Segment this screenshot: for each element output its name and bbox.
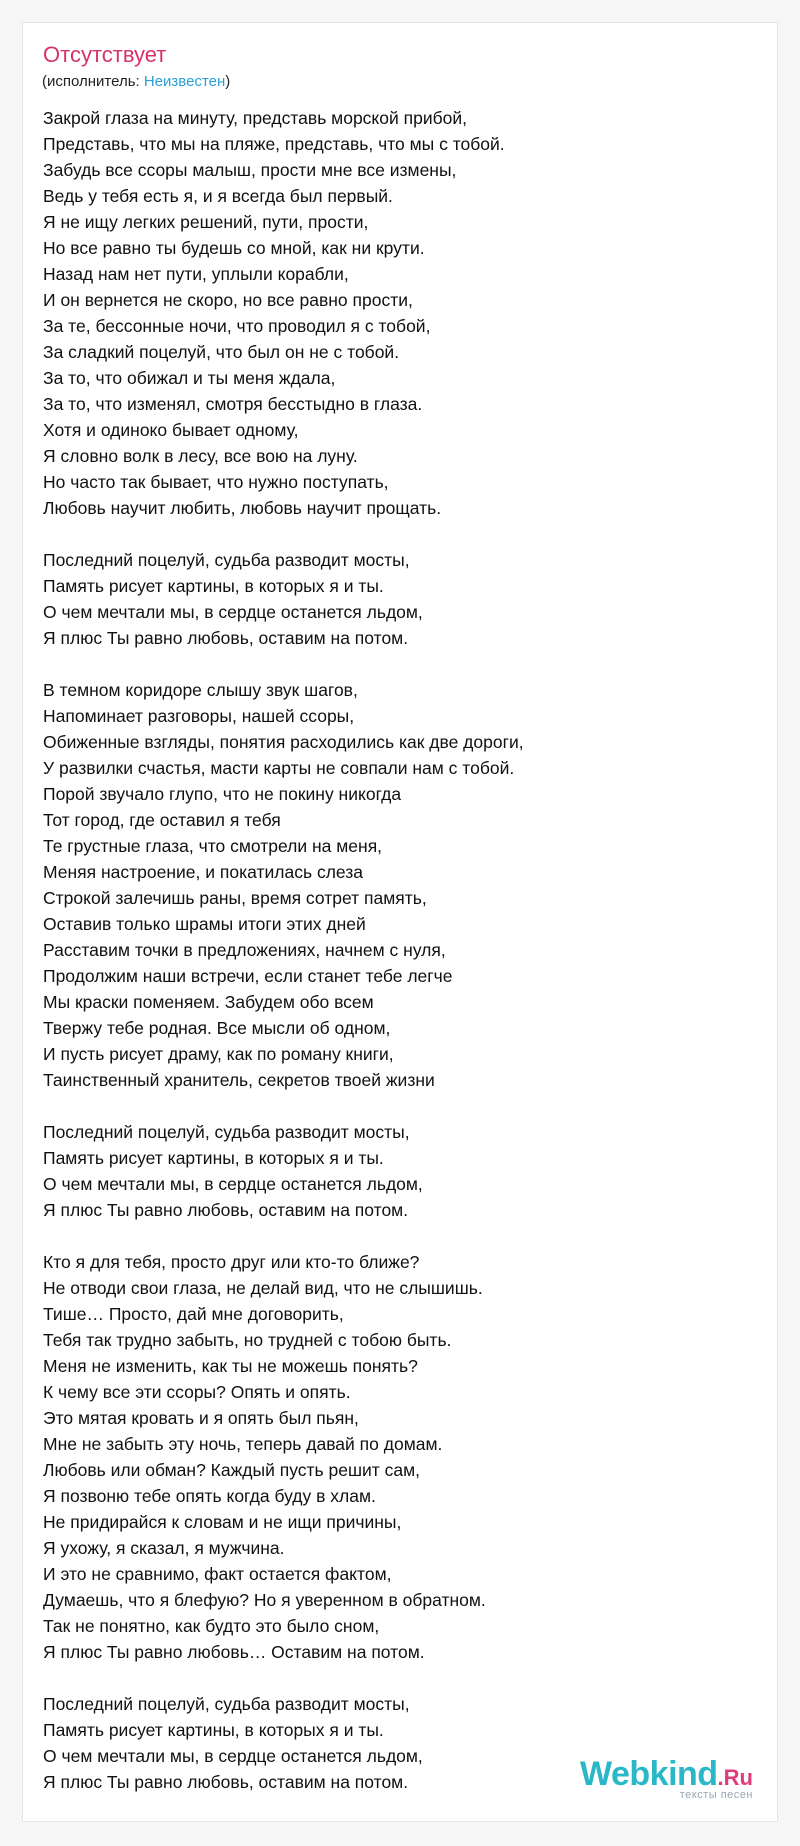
lyrics-line: Напоминает разговоры, нашей ссоры, [43, 706, 355, 726]
lyrics-line: Твержу тебе родная. Все мысли об одном, [43, 1018, 391, 1038]
lyrics-line: И это не сравнимо, факт остается фактом, [43, 1564, 392, 1584]
lyrics-stanza [43, 105, 763, 521]
lyrics-stanza [43, 677, 763, 1093]
lyrics-line: Меняя настроение, и покатилась слеза [43, 862, 364, 882]
lyrics-line: Я позвоню тебе опять когда буду в хлам. [43, 1486, 376, 1506]
lyrics-stanza [43, 547, 763, 651]
lyrics-body [43, 105, 763, 1821]
lyrics-line: Строкой залечишь раны, время сотрет память, [43, 888, 427, 908]
lyrics-line: Последний поцелуй, судьба разводит мосты, [43, 1694, 410, 1714]
lyrics-line: И он вернется не скоро, но все равно прости, [43, 290, 413, 310]
lyrics-stanza [43, 1249, 763, 1665]
lyrics-line: За то, что изменял, смотря бесстыдно в глаза. [43, 394, 423, 414]
lyrics-line: Я плюс Ты равно любовь… Оставим на потом. [43, 1642, 425, 1662]
artist-prefix: (исполнитель: [42, 73, 144, 90]
lyrics-line: Обиженные взгляды, понятия расходились как две дороги, [43, 732, 524, 752]
lyrics-line: Те грустные глаза, что смотрели на меня, [43, 836, 383, 856]
lyrics-line: Не отводи свои глаза, не делай вид, что не слышишь. [43, 1278, 483, 1298]
logo-ru-text: .Ru [717, 1765, 753, 1790]
lyrics-line: За те, бессонные ночи, что проводил я с тобой, [43, 316, 431, 336]
lyrics-line: Тише… Просто, дай мне договорить, [43, 1304, 344, 1324]
lyrics-line: Представь, что мы на пляже, представь, что мы с тобой. [43, 134, 505, 154]
lyrics-line: Я словно волк в лесу, все вою на луну. [43, 446, 358, 466]
lyrics-line: Таинственный хранитель, секретов твоей жизни [43, 1070, 435, 1090]
lyrics-line: Мы краски поменяем. Забудем обо всем [43, 992, 374, 1012]
lyrics-line: О чем мечтали мы, в сердце останется льдом, [43, 602, 423, 622]
lyrics-card [22, 22, 778, 1822]
lyrics-line: Я плюс Ты равно любовь, оставим на потом. [43, 1772, 409, 1792]
lyrics-line: Я плюс Ты равно любовь, оставим на потом. [43, 1200, 409, 1220]
lyrics-line: О чем мечтали мы, в сердце останется льдом, [43, 1746, 423, 1766]
logo-wordmark [580, 1757, 753, 1791]
lyrics-line: Память рисует картины, в которых я и ты. [43, 1148, 384, 1168]
lyrics-line: За то, что обижал и ты меня ждала, [43, 368, 336, 388]
lyrics-line: Не придирайся к словам и не ищи причины, [43, 1512, 402, 1532]
lyrics-line: За сладкий поцелуй, что был он не с тобой. [43, 342, 400, 362]
lyrics-line: Порой звучало глупо, что не покину никогда [43, 784, 402, 804]
lyrics-line: И пусть рисует драму, как по роману книги, [43, 1044, 394, 1064]
lyrics-line: Закрой глаза на минуту, представь морской прибой, [43, 108, 468, 128]
lyrics-line: Тебя так трудно забыть, но трудней с тобою быть. [43, 1330, 452, 1350]
lyrics-line: Назад нам нет пути, уплыли корабли, [43, 264, 349, 284]
site-logo[interactable] [580, 1757, 753, 1801]
lyrics-line: Забудь все ссоры малыш, прости мне все измены, [43, 160, 457, 180]
lyrics-line: К чему все эти ссоры? Опять и опять. [43, 1382, 351, 1402]
lyrics-line: Память рисует картины, в которых я и ты. [43, 1720, 384, 1740]
lyrics-line: Я не ищу легких решений, пути, прости, [43, 212, 369, 232]
lyrics-line: Оставив только шрамы итоги этих дней [43, 914, 366, 934]
artist-link[interactable]: Неизвестен [143, 73, 226, 90]
lyrics-line: Продолжим наши встречи, если станет тебе легче [43, 966, 453, 986]
lyrics-line: Это мятая кровать и я опять был пьян, [43, 1408, 359, 1428]
lyrics-line: Последний поцелуй, судьба разводит мосты, [43, 1122, 410, 1142]
lyrics-line: Память рисует картины, в которых я и ты. [43, 576, 384, 596]
lyrics-line: Я ухожу, я сказал, я мужчина. [43, 1538, 285, 1558]
lyrics-line: Любовь научит любить, любовь научит прощать. [43, 498, 442, 518]
lyrics-line: Но все равно ты будешь со мной, как ни крути. [43, 238, 425, 258]
lyrics-line: Тот город, где оставил я тебя [43, 810, 281, 830]
lyrics-line: У развилки счастья, масти карты не совпали нам с тобой. [43, 758, 515, 778]
lyrics-line: Меня не изменить, как ты не можешь понять? [43, 1356, 418, 1376]
lyrics-line: Последний поцелуй, судьба разводит мосты, [43, 550, 410, 570]
artist-suffix: ) [225, 73, 231, 90]
lyrics-line: Думаешь, что я блефую? Но я уверенном в обратном. [43, 1590, 486, 1610]
lyrics-line: В темном коридоре слышу звук шагов, [43, 680, 358, 700]
lyrics-line: Так не понятно, как будто это было сном, [43, 1616, 380, 1636]
artist-line [42, 73, 230, 90]
lyrics-line: Расставим точки в предложениях, начнем с нуля, [43, 940, 446, 960]
lyrics-stanza [43, 1119, 763, 1223]
lyrics-line: Хотя и одиноко бывает одному, [43, 420, 299, 440]
song-title: Отсутствует [43, 42, 167, 67]
logo-subtitle: тексты песен [679, 1789, 753, 1801]
lyrics-line: Мне не забыть эту ночь, теперь давай по домам. [43, 1434, 443, 1454]
lyrics-line: Но часто так бывает, что нужно поступать, [43, 472, 389, 492]
lyrics-line: Любовь или обман? Каждый пусть решит сам, [43, 1460, 421, 1480]
lyrics-line: О чем мечтали мы, в сердце останется льдом, [43, 1174, 423, 1194]
lyrics-line: Кто я для тебя, просто друг или кто-то ближе? [43, 1252, 420, 1272]
logo-main-text: Webkind [580, 1755, 718, 1793]
lyrics-line: Я плюс Ты равно любовь, оставим на потом. [43, 628, 409, 648]
lyrics-line: Ведь у тебя есть я, и я всегда был первый. [43, 186, 393, 206]
